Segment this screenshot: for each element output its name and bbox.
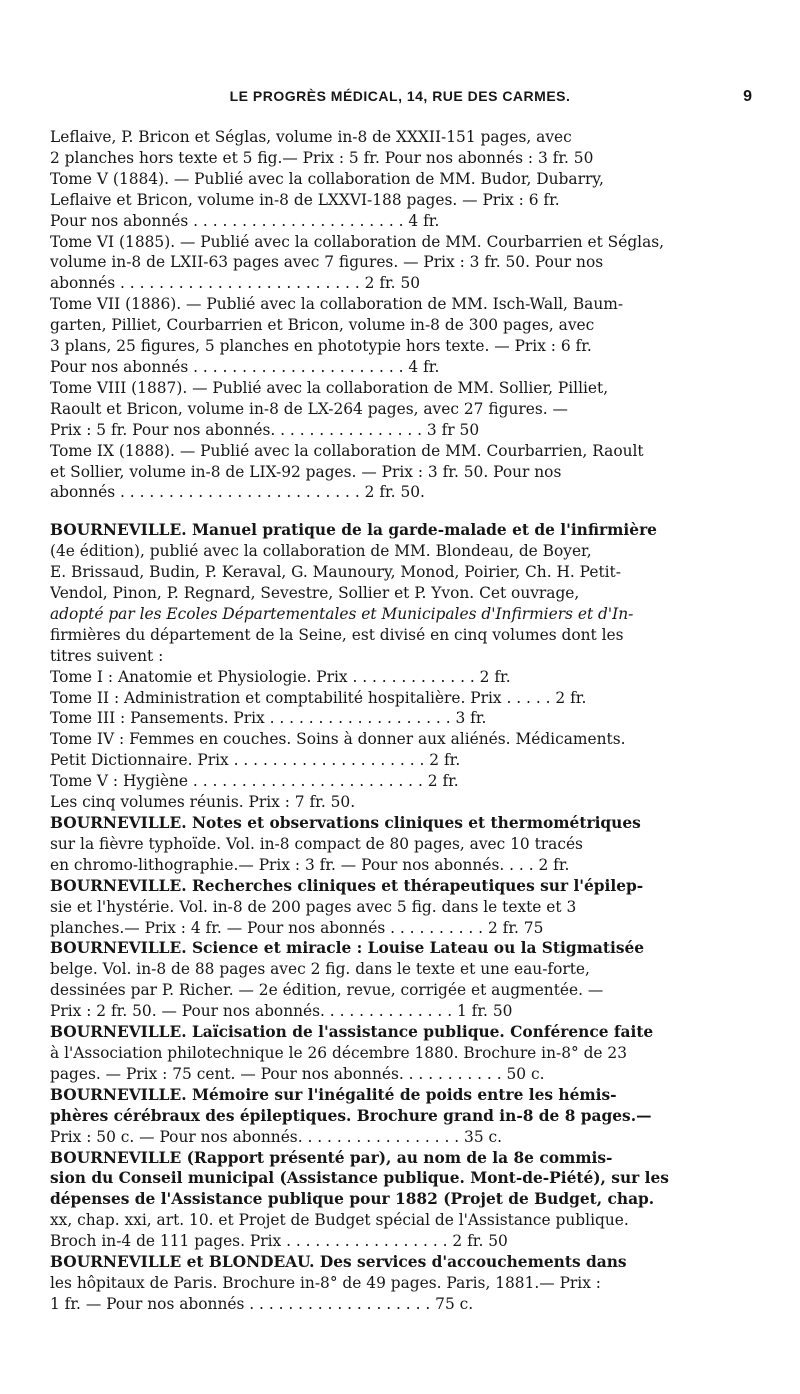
text-line: Tome V (1884). — Publié avec la collaboration de MM. Budor, Dubarry, bbox=[50, 169, 604, 188]
entry-heading-line: BOURNEVILLE et BLONDEAU. Des services d'accouchements dans bbox=[50, 1253, 627, 1272]
text-line: Raoult et Bricon, volume in-8 de LX-264 pages, avec 27 figures. — bbox=[50, 399, 568, 418]
text-line: sur la fièvre typhoïde. Vol. in-8 compact de 80 pages, avec 10 tracés bbox=[50, 834, 583, 853]
text-line: Pour nos abonnés . . . . . . . . . . . . . . . . . . . . . . 4 fr. bbox=[50, 357, 440, 376]
page-body bbox=[50, 127, 778, 1315]
text-line: titres suivent : bbox=[50, 646, 164, 665]
text-line: Leflaive, P. Bricon et Séglas, volume in-8 de XXXII-151 pages, avec bbox=[50, 128, 572, 146]
text-line: Tome VI (1885). — Publié avec la collaboration de MM. Courbarrien et Séglas, bbox=[50, 232, 665, 251]
text-line: Vendol, Pinon, P. Regnard, Sevestre, Sollier et P. Yvon. Cet ouvrage, bbox=[50, 584, 580, 603]
text-line: en chromo-lithographie.— Prix : 3 fr. — Pour nos abonnés. . . . 2 fr. bbox=[50, 855, 570, 874]
entry-heading-line: BOURNEVILLE. Manuel pratique de la garde-malade et de l'infirmière bbox=[50, 521, 657, 540]
text-line: Tome IX (1888). — Publié avec la collaboration de MM. Courbarrien, Raoult bbox=[50, 441, 644, 460]
catalog-entry-rapport bbox=[50, 1148, 778, 1253]
text-line: abonnés . . . . . . . . . . . . . . . . . . . . . . . . . 2 fr. 50. bbox=[50, 483, 425, 502]
text-line: Petit Dictionnaire. Prix . . . . . . . . . . . . . . . . . . . . 2 fr. bbox=[50, 751, 461, 770]
continued-entry bbox=[50, 127, 778, 503]
text-line: sie et l'hystérie. Vol. in-8 de 200 pages avec 5 fig. dans le texte et 3 bbox=[50, 897, 577, 916]
catalog-entry-notes bbox=[50, 813, 778, 876]
text-line: Tome II : Administration et comptabilité hospitalière. Prix . . . . . 2 fr. bbox=[50, 688, 587, 707]
text-line: Tome III : Pansements. Prix . . . . . . . . . . . . . . . . . . . 3 fr. bbox=[50, 709, 487, 728]
text-line: E. Brissaud, Budin, P. Keraval, G. Maunoury, Monod, Poirier, Ch. H. Petit- bbox=[50, 563, 621, 582]
text-line: abonnés . . . . . . . . . . . . . . . . . . . . . . . . . 2 fr. 50 bbox=[50, 274, 421, 293]
text-line: adopté par les Ecoles Départementales et Municipales d'Infirmiers et d'In- bbox=[50, 604, 634, 623]
catalog-entry-manuel bbox=[50, 520, 778, 813]
text-line: 2 planches hors texte et 5 fig.— Prix : 5 fr. Pour nos abonnés : 3 fr. 50 bbox=[50, 148, 594, 167]
running-title: LE PROGRÈS MÉDICAL, 14, RUE DES CARMES. bbox=[229, 88, 571, 104]
text-line: Prix : 5 fr. Pour nos abonnés. . . . . . . . . . . . . . . . 3 fr 50 bbox=[50, 420, 480, 439]
text-line: Leflaive et Bricon, volume in-8 de LXXVI-188 pages. — Prix : 6 fr. bbox=[50, 190, 560, 209]
text-line: Tome VIII (1887). — Publié avec la collaboration de MM. Sollier, Pilliet, bbox=[50, 378, 609, 397]
text-line: Les cinq volumes réunis. Prix : 7 fr. 50. bbox=[50, 793, 356, 812]
text-line: à l'Association philotechnique le 26 décembre 1880. Brochure in-8° de 23 bbox=[50, 1043, 628, 1062]
running-head bbox=[0, 88, 800, 112]
text-line: 3 plans, 25 figures, 5 planches en phototypie hors texte. — Prix : 6 fr. bbox=[50, 337, 592, 356]
entry-heading-line: BOURNEVILLE. Science et miracle : Louise Lateau ou la Stigmatisée bbox=[50, 939, 645, 958]
text-line: dessinées par P. Richer. — 2e édition, revue, corrigée et augmentée. — bbox=[50, 981, 604, 1000]
text-line: Pour nos abonnés . . . . . . . . . . . . . . . . . . . . . . 4 fr. bbox=[50, 211, 440, 230]
text-line: pages. — Prix : 75 cent. — Pour nos abonnés. . . . . . . . . . . 50 c. bbox=[50, 1064, 545, 1083]
text-line: belge. Vol. in-8 de 88 pages avec 2 fig. dans le texte et une eau-forte, bbox=[50, 960, 590, 979]
entry-heading-line: BOURNEVILLE. Notes et observations cliniques et thermométriques bbox=[50, 814, 641, 832]
text-line: sion du Conseil municipal (Assistance publique. Mont-de-Piété), sur les bbox=[50, 1169, 669, 1188]
entry-heading-line: BOURNEVILLE (Rapport présenté par), au nom de la 8e commis- bbox=[50, 1148, 613, 1167]
page-number: 9 bbox=[743, 88, 752, 105]
text-line: volume in-8 de LXII-63 pages avec 7 figures. — Prix : 3 fr. 50. Pour nos bbox=[50, 253, 604, 272]
text-line: xx, chap. xxi, art. 10. et Projet de Budget spécial de l'Assistance publique. bbox=[50, 1211, 629, 1230]
text-line: firmières du département de la Seine, est divisé en cinq volumes dont les bbox=[50, 625, 624, 644]
text-line: 1 fr. — Pour nos abonnés . . . . . . . . . . . . . . . . . . . 75 c. bbox=[50, 1294, 474, 1313]
catalog-entry-laicisation bbox=[50, 1022, 778, 1085]
text-line: Prix : 50 c. — Pour nos abonnés. . . . . . . . . . . . . . . . . 35 c. bbox=[50, 1127, 503, 1146]
text-line: dépenses de l'Assistance publique pour 1882 (Projet de Budget, chap. bbox=[50, 1190, 655, 1209]
catalog-entry-science bbox=[50, 938, 778, 1022]
catalog-entry-recherches bbox=[50, 876, 778, 939]
catalog-entry-memoire bbox=[50, 1085, 778, 1148]
catalog-entry-accouchements bbox=[50, 1252, 778, 1315]
text-line: Tome IV : Femmes en couches. Soins à donner aux aliénés. Médicaments. bbox=[50, 730, 626, 749]
text-line: Prix : 2 fr. 50. — Pour nos abonnés. . . . . . . . . . . . . . 1 fr. 50 bbox=[50, 1002, 513, 1021]
text-line: Tome VII (1886). — Publié avec la collaboration de MM. Isch-Wall, Baum- bbox=[50, 295, 624, 314]
text-line: garten, Pilliet, Courbarrien et Bricon, volume in-8 de 300 pages, avec bbox=[50, 316, 595, 335]
text-line: phères cérébraux des épileptiques. Brochure grand in-8 de 8 pages.— bbox=[50, 1106, 652, 1125]
text-line: les hôpitaux de Paris. Brochure in-8° de 49 pages. Paris, 1881.— Prix : bbox=[50, 1273, 601, 1292]
text-line: Broch in-4 de 111 pages. Prix . . . . . . . . . . . . . . . . . 2 fr. 50 bbox=[50, 1232, 508, 1251]
entry-heading-line: BOURNEVILLE. Recherches cliniques et thérapeutiques sur l'épilep- bbox=[50, 876, 644, 895]
text-line: (4e édition), publié avec la collaboration de MM. Blondeau, de Boyer, bbox=[50, 542, 592, 561]
entry-heading-line: BOURNEVILLE. Mémoire sur l'inégalité de poids entre les hémis- bbox=[50, 1085, 617, 1104]
text-line: et Sollier, volume in-8 de LIX-92 pages. — Prix : 3 fr. 50. Pour nos bbox=[50, 462, 562, 481]
text-line: Tome I : Anatomie et Physiologie. Prix . . . . . . . . . . . . . 2 fr. bbox=[50, 667, 511, 686]
entry-heading-line: BOURNEVILLE. Laïcisation de l'assistance publique. Conférence faite bbox=[50, 1023, 654, 1042]
text-line: Tome V : Hygiène . . . . . . . . . . . . . . . . . . . . . . . . 2 fr. bbox=[50, 772, 459, 791]
text-line: planches.— Prix : 4 fr. — Pour nos abonnés . . . . . . . . . . 2 fr. 75 bbox=[50, 918, 544, 937]
